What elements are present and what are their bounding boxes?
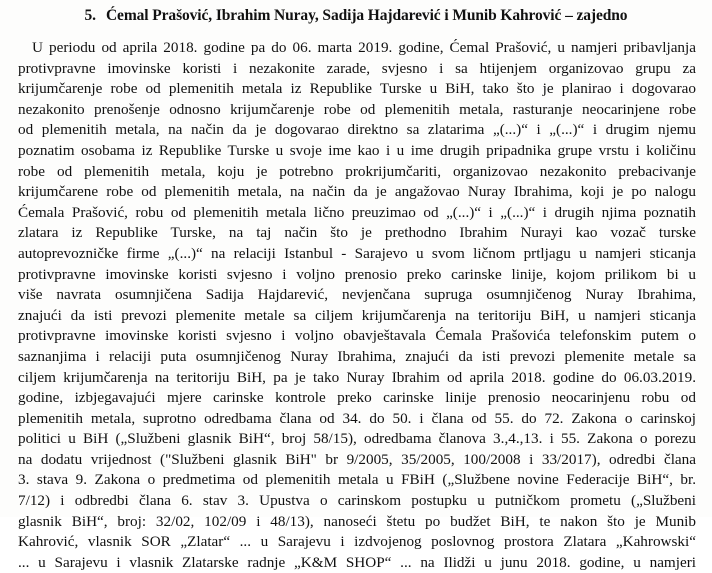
- text-line: od plemenitih metala, na način da je dogovarao direktno sa zlatarima „(...)“ i „(...)“ i drugim njemu: [18, 121, 696, 139]
- text-line: robe od plemenitih metala, koju je potrebno prokrijumčariti, organizovao nezakonito prebacivanje: [18, 162, 696, 180]
- text-line: plemenitih metala, suprotno odredbama člana od 34. do 50. i člana od 55. do 72. Zakona o carinskoj: [18, 409, 696, 427]
- text-line: protivpravne imovinske koristi svjesno i voljno obavještavala Ćemala Prašovića telefonskim putem o: [18, 327, 696, 345]
- text-line: 3. stava 9. Zakona o predmetima od plemenitih metala u FBiH („Službene novine Federacije BiH“, br.: [18, 471, 696, 489]
- section-title: Ćemal Prašović, Ibrahim Nuray, Sadija Hajdarević i Munib Kahrović – zajedno: [105, 7, 628, 24]
- text-line: 7/12) i odbredbi člana 6. stav 3. Upustva o carinskom postupku u putničkom prometu („Službeni: [18, 492, 696, 510]
- text-line: ciljem krijumčarenja na teritoriju BiH, pa je tako Nuray Ibrahim od aprila 2018. godine do 06.03.2019.: [18, 368, 696, 386]
- text-line: protivpravne imovinske koristi i nezakonite zarade, svjesno i sa htijenjem organizovao grupu za: [18, 59, 696, 77]
- text-line: glasnik BiH“, broj: 32/02, 102/09 i 48/13), nanoseći štetu po budžet BiH, te nakon što je Munib: [18, 512, 696, 530]
- text-line: autoprevozničke firme „(...)“ na relaciji Istanbul - Sarajevo u svom ličnom prtljagu u namjeri sticanja: [18, 244, 696, 262]
- text-line: krijumčarenje robe od plemenitih metala iz Republike Turske u BiH, tako što je planirao i dogovarao: [18, 80, 696, 98]
- text-line: saznanjima i relaciji puta osumnjičenog Nuray Ibrahima, znajući da isti prevozi plemenite metale sa: [18, 347, 696, 365]
- body-paragraph: [18, 38, 696, 573]
- text-line: politici u BiH („Službeni glasnik BiH“, broj 58/15), odredbama članova 3.,4.,13. i 55. Zakona o porezu: [18, 430, 696, 448]
- text-line: godine, izbjegavajući mjere carinske kontrole preko carinske linije prenosio neocarinjenu robu od: [18, 389, 696, 407]
- text-line: U periodu od aprila 2018. godine pa do 06. marta 2019. godine, Ćemal Prašović, u namjeri pribavljanja: [32, 39, 696, 56]
- section-number: 5.: [84, 7, 96, 24]
- text-line: zlatara iz Republike Turske, na taj način što je prethodno Ibrahim Nurayi kao vozač turske: [18, 224, 696, 242]
- text-line: znajući da isti prevozi plemenite metale sa ciljem krijumčarenja na teritoriju BiH, u namjeri sticanja: [18, 306, 696, 324]
- text-line: protivpravne imovinske koristi svjesno i voljno prenosio preko carinske linije, kojom prilikom bi u: [18, 265, 696, 283]
- text-line: nezakonito prenošenje odnosno krijumčarenje robe od plemenitih metala, rasturanje neocarinjene robe: [18, 100, 696, 118]
- section-heading: [0, 6, 712, 26]
- text-line: Kahrović, vlasnik SOR „Zlatar“ ... u Sarajevu i izdvojenog poslovnog prostora Zlatara „Kahrowski“: [18, 533, 696, 551]
- text-line: više navrata osumnjičena Sadija Hajdarević, nevjenčana supruga osumnjičenog Nuray Ibrahima,: [18, 286, 696, 304]
- text-line: ... u Sarajevu i vlasnik Zlatarske radnje „K&M SHOP“ ... na Ilidži u junu 2018. godine, u namjeri: [18, 553, 696, 571]
- text-line: poznatim osobama iz Republike Turske u svoje ime kao i u ime drugih pripadnika grupe vrstu i količinu: [18, 141, 696, 159]
- text-line: Ćemala Prašović, robu od plemenitih metala lično preuzimao od „(...)“ i „(...)“ i drugih njima poznatih: [18, 203, 696, 221]
- text-line: krijumčarene robe od plemenitih metala, na način da je angažovao Nuray Ibrahima, koji je po nalogu: [18, 183, 696, 201]
- text-line: na dodatu vrijednost ("Službeni glasnik BiH" br 9/2005, 35/2005, 100/2008 i 33/2017), odredbi člana: [18, 450, 696, 468]
